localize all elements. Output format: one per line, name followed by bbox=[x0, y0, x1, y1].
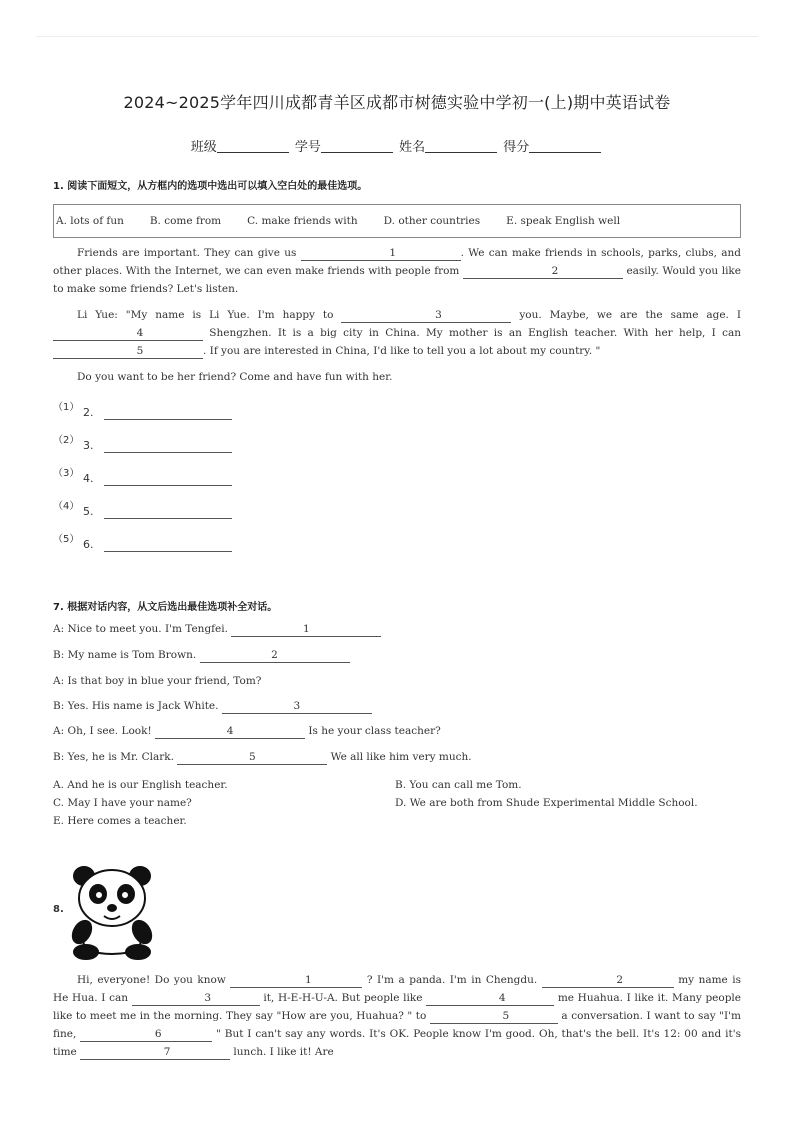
panda-blank-7[interactable]: 7 bbox=[80, 1046, 230, 1060]
blank-5[interactable]: 5 bbox=[53, 345, 203, 359]
question-8-passage bbox=[53, 971, 741, 1061]
answer-line[interactable] bbox=[104, 407, 232, 420]
panda-blank-6[interactable]: 6 bbox=[80, 1028, 212, 1042]
option-box bbox=[53, 204, 741, 238]
answer-row: （3） 4. bbox=[53, 464, 232, 486]
student-id-field[interactable] bbox=[295, 136, 395, 155]
answer-row: （5） 6. bbox=[53, 530, 232, 552]
question-7-heading: 7. 根据对话内容，从文后选出最佳选项补全对话。 bbox=[53, 602, 278, 613]
score-label: 得分 bbox=[503, 140, 530, 155]
dialogue-blank-3[interactable]: 3 bbox=[222, 700, 372, 714]
panda-blank-2[interactable]: 2 bbox=[542, 974, 674, 988]
student-info-row bbox=[0, 136, 794, 155]
panda-illustration bbox=[70, 862, 154, 960]
question-1 bbox=[53, 178, 741, 386]
dialogue-blank-1[interactable]: 1 bbox=[231, 623, 381, 637]
panda-paragraph: Hi, everyone! Do you know 1 ? I'm a panda. I'm in Chengdu. 2 my name is He Hua. I can 3 it, H-E-H-U-A. But people like 4 me Huahua. I like it. Many people like to meet me in the morning. They say "How are you, Huahua? " to 5 a conversation. I want to say "I'm fine, 6 " But I can't say any words. It's OK. People know I'm good. Oh, that's the bell. It's 12: 00 and it's time 7 lunch. I like it! Are bbox=[53, 974, 742, 1058]
dialogue-blank-5[interactable]: 5 bbox=[177, 751, 327, 765]
class-label: 班级 bbox=[190, 140, 217, 155]
name-label: 姓名 bbox=[399, 140, 426, 155]
dialogue-line: B: My name is Tom Brown. 2 bbox=[53, 649, 350, 663]
score-field[interactable] bbox=[503, 136, 603, 155]
answer-row: （4） 5. bbox=[53, 497, 232, 519]
option-d: D. other countries bbox=[383, 215, 481, 227]
dialogue-line: B: Yes, he is Mr. Clark. 5 We all like him very much. bbox=[53, 751, 472, 763]
question-8-number: 8. bbox=[53, 904, 64, 915]
dialogue-line: A: Oh, I see. Look! 4 Is he your class teacher? bbox=[53, 725, 441, 737]
panda-blank-3[interactable]: 3 bbox=[132, 992, 260, 1006]
answer-line[interactable] bbox=[104, 440, 232, 453]
question-1-heading: 1. 阅读下面短文，从方框内的选项中选出可以填入空白处的最佳选项。 bbox=[53, 181, 368, 192]
option-e: E. speak English well bbox=[506, 215, 621, 227]
choice-c: C. May I have your name? bbox=[53, 797, 192, 809]
page-title: 2024~2025学年四川成都青羊区成都市树德实验中学初一(上)期中英语试卷 bbox=[123, 93, 671, 112]
choice-b: B. You can call me Tom. bbox=[395, 779, 522, 791]
dialogue-line: A: Nice to meet you. I'm Tengfei. 1 bbox=[53, 623, 381, 637]
choice-d: D. We are both from Shude Experimental Middle School. bbox=[395, 797, 698, 809]
choice-e: E. Here comes a teacher. bbox=[53, 815, 187, 827]
class-field[interactable] bbox=[191, 136, 291, 155]
passage-paragraph-3: Do you want to be her friend? Come and have fun with her. bbox=[77, 371, 393, 383]
dialogue-line: A: Is that boy in blue your friend, Tom? bbox=[53, 675, 262, 687]
choice-a: A. And he is our English teacher. bbox=[53, 779, 228, 791]
panda-blank-1[interactable]: 1 bbox=[230, 974, 362, 988]
passage-paragraph-2: Li Yue: "My name is Li Yue. I'm happy to 3 you. Maybe, we are the same age. I 4 Shengzhen. It is a big city in China. My mother is an English teacher. With her help, I can 5 . If you are interested in China, I'd like to tell you a lot about my country. " bbox=[53, 306, 741, 360]
option-a: A. lots of fun bbox=[56, 215, 124, 227]
option-b: B. come from bbox=[149, 215, 222, 227]
panda-blank-5[interactable]: 5 bbox=[430, 1010, 558, 1024]
blank-3[interactable]: 3 bbox=[341, 309, 511, 323]
top-divider bbox=[36, 36, 758, 37]
dialogue-blank-4[interactable]: 4 bbox=[155, 725, 305, 739]
name-field[interactable] bbox=[399, 136, 499, 155]
answer-row: （2） 3. bbox=[53, 431, 232, 453]
answer-line[interactable] bbox=[104, 506, 232, 519]
blank-4[interactable]: 4 bbox=[53, 327, 203, 341]
answer-line[interactable] bbox=[104, 539, 232, 552]
option-c: C. make friends with bbox=[247, 215, 358, 227]
blank-1[interactable]: 1 bbox=[301, 247, 461, 261]
answer-row: （1） 2. bbox=[53, 398, 232, 420]
passage-paragraph-1: Friends are important. They can give us 1 . We can make friends in schools, parks, clubs, and other places. With the Internet, we can even make friends with people from 2 easily. Would you like to make some friends? Let's listen. bbox=[53, 247, 742, 295]
dialogue-blank-2[interactable]: 2 bbox=[200, 649, 350, 663]
student-id-label: 学号 bbox=[294, 140, 321, 155]
answer-line[interactable] bbox=[104, 473, 232, 486]
dialogue-choices bbox=[53, 776, 743, 830]
panda-blank-4[interactable]: 4 bbox=[426, 992, 554, 1006]
blank-2[interactable]: 2 bbox=[463, 265, 623, 279]
dialogue-line: B: Yes. His name is Jack White. 3 bbox=[53, 700, 372, 714]
